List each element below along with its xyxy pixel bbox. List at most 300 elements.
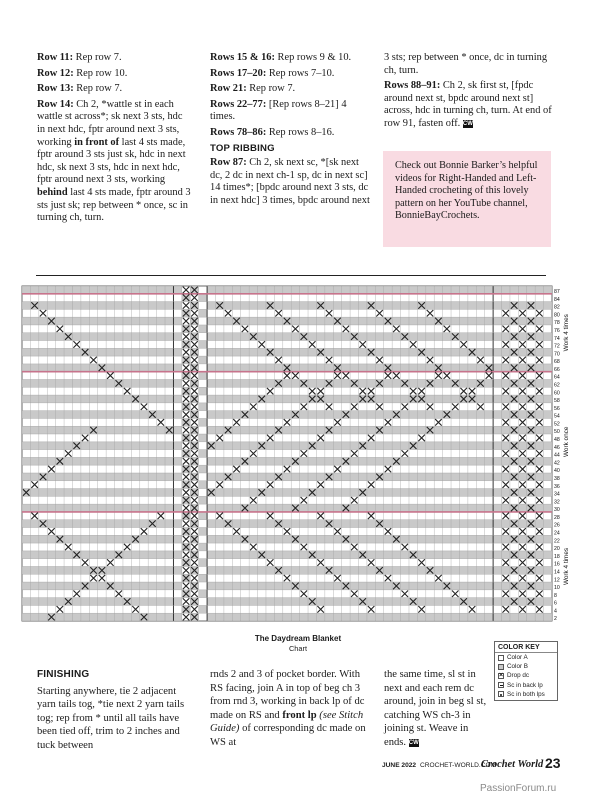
chart-row-number: 82	[554, 304, 560, 311]
chart-cell-color-b	[375, 411, 383, 419]
chart-cell-color-b	[148, 426, 156, 434]
chart-cell-color-b	[173, 302, 181, 310]
chart-cell-color-b	[426, 613, 434, 621]
chart-cell-color-b	[81, 395, 89, 403]
chart-cell-color-b	[157, 333, 165, 341]
chart-cell-color-b	[325, 582, 333, 590]
chart-row-number: 68	[554, 359, 560, 366]
chart-row-number: 62	[554, 382, 560, 389]
chart-cell-color-b	[359, 379, 367, 387]
chart-cell-color-b	[468, 473, 476, 481]
chart-cell-color-b	[106, 411, 114, 419]
chart-cell-color-b	[232, 411, 240, 419]
chart-side-label: Work once	[563, 426, 570, 458]
chart-cell-color-b	[266, 379, 274, 387]
chart-cell-color-b	[241, 489, 249, 497]
chart-cell-color-b	[123, 426, 131, 434]
chart-cell-color-b	[333, 520, 341, 528]
chart-cell-color-b	[81, 333, 89, 341]
chart-cell-color-b	[426, 473, 434, 481]
chart-cell-color-b	[544, 489, 552, 497]
chart-cell-color-b	[140, 302, 148, 310]
chart-cell-color-b	[30, 442, 38, 450]
chart-cell-color-b	[308, 520, 316, 528]
chart-cell-color-b	[39, 317, 47, 325]
chart-cell-color-b	[274, 613, 282, 621]
chart-cell-color-b	[544, 551, 552, 559]
chart-cell-color-b	[459, 489, 467, 497]
chart-cell-color-b	[316, 426, 324, 434]
chart-cell-color-b	[47, 598, 55, 606]
chart-cell-color-b	[249, 302, 257, 310]
chart-cell-color-b	[215, 379, 223, 387]
chart-cell-color-b	[502, 442, 510, 450]
chart-cell-color-b	[224, 317, 232, 325]
chart-cell-color-b	[115, 317, 123, 325]
chart-cell-color-b	[207, 598, 215, 606]
chart-cell-color-b	[417, 613, 425, 621]
chart-cell-color-b	[39, 582, 47, 590]
chart-cell-color-b	[266, 364, 274, 372]
chart-cell-color-b	[47, 566, 55, 574]
chart-cell-color-b	[426, 317, 434, 325]
chart-cell-color-b	[325, 442, 333, 450]
chart-cell-color-b	[47, 442, 55, 450]
chart-cell-color-b	[283, 613, 291, 621]
chart-cell-color-b	[384, 333, 392, 341]
chart-cell-color-b	[333, 504, 341, 512]
chart-cell-color-b	[98, 411, 106, 419]
chart-cell-color-b	[131, 582, 139, 590]
chart-cell-color-b	[131, 348, 139, 356]
chart-cell-color-b	[459, 535, 467, 543]
chart-cell-color-b	[64, 348, 72, 356]
chart-cell-color-b	[392, 613, 400, 621]
chart-cell-color-b	[131, 457, 139, 465]
chart-cell-color-b	[308, 411, 316, 419]
chart-cell-color-b	[535, 566, 543, 574]
chart-cell-color-b	[131, 598, 139, 606]
chart-cell-color-b	[123, 566, 131, 574]
rows-88-91: Rows 88–91: Ch 2, sk first st, [fpdc around next st, bpdc around next st] across, hdc in turning ch, turn. At end of row 91, fasten off. CW	[384, 80, 552, 129]
chart-cell-color-b	[232, 348, 240, 356]
chart-cell-color-b	[476, 473, 484, 481]
chart-cell-color-b	[325, 411, 333, 419]
chart-cell-color-b	[485, 551, 493, 559]
chart-cell-color-b	[426, 442, 434, 450]
chart-cell-color-b	[493, 473, 501, 481]
chart-cell-color-b	[123, 364, 131, 372]
chart-cell-color-b	[316, 551, 324, 559]
chart-cell-color-b	[274, 457, 282, 465]
chart-cell-color-b	[468, 317, 476, 325]
chart-cell-color-b	[274, 582, 282, 590]
chart-cell-color-b	[291, 317, 299, 325]
chart-cell-color-b	[199, 418, 207, 426]
chart-cell-color-b	[291, 348, 299, 356]
chart-cell-color-b	[535, 504, 543, 512]
chart-cell-color-b	[367, 379, 375, 387]
chart-cell-color-b	[224, 535, 232, 543]
chart-cell-color-b	[459, 566, 467, 574]
chart-cell-color-b	[459, 286, 467, 294]
chart-cell-color-b	[316, 333, 324, 341]
chart-cell-color-b	[502, 489, 510, 497]
chart-cell-color-b	[392, 442, 400, 450]
chart-cell-color-b	[535, 442, 543, 450]
chart-cell-color-b	[64, 489, 72, 497]
chart-cell-color-b	[81, 613, 89, 621]
chart-cell-color-b	[325, 535, 333, 543]
chart-cell-color-b	[367, 489, 375, 497]
color-key-swatch	[498, 682, 504, 688]
chart-cell-color-b	[232, 489, 240, 497]
chart-cell-color-b	[485, 473, 493, 481]
chart-cell-color-b	[443, 442, 451, 450]
rows-78-86: Rows 78–86: Rep rows 8–16.	[210, 126, 335, 138]
chart-cell-color-b	[518, 286, 526, 294]
chart-cell-color-b	[249, 286, 257, 294]
chart-cell-color-b	[64, 426, 72, 434]
chart-cell-color-b	[30, 535, 38, 543]
chart-cell-color-b	[165, 317, 173, 325]
chart-row-number: 18	[554, 553, 560, 560]
chart-cell-color-b	[72, 426, 80, 434]
chart-cell-color-b	[485, 489, 493, 497]
chart-cell-color-b	[140, 426, 148, 434]
chart-cell-color-b	[333, 411, 341, 419]
chart-cell-color-b	[502, 426, 510, 434]
chart-cell-color-b	[392, 551, 400, 559]
chart-cell-color-b	[215, 566, 223, 574]
chart-cell-color-b	[426, 395, 434, 403]
chart-cell-color-b	[451, 535, 459, 543]
chart-cell-color-b	[215, 473, 223, 481]
chart-cell-color-b	[283, 333, 291, 341]
chart-cell-color-b	[375, 317, 383, 325]
chart-cell-color-b	[342, 551, 350, 559]
chart-cell-color-b	[207, 395, 215, 403]
chart-cell-color-b	[173, 613, 181, 621]
chart-cell-color-b	[300, 582, 308, 590]
chart-cell-color-b	[544, 442, 552, 450]
chart-cell-color-b	[274, 411, 282, 419]
chart-cell-color-b	[527, 286, 535, 294]
chart-cell-color-b	[215, 504, 223, 512]
chart-cell-color-b	[485, 333, 493, 341]
chart-cell-color-b	[434, 411, 442, 419]
chart-cell-color-b	[401, 598, 409, 606]
chart-cell-color-b	[81, 551, 89, 559]
chart-cell-color-b	[249, 395, 257, 403]
chart-cell-color-b	[232, 582, 240, 590]
chart-cell-color-b	[468, 286, 476, 294]
chart-row-number: 16	[554, 561, 560, 568]
chart-cell-color-b	[401, 489, 409, 497]
chart-cell-color-b	[325, 348, 333, 356]
chart-cell-color-b	[249, 613, 257, 621]
chart-cell-color-b	[241, 286, 249, 294]
chart-cell-color-b	[316, 442, 324, 450]
chart-cell-color-b	[518, 535, 526, 543]
chart-cell-color-b	[359, 520, 367, 528]
chart-cell-color-b	[493, 395, 501, 403]
chart-cell-color-b	[123, 442, 131, 450]
chart-cell-color-b	[30, 473, 38, 481]
chart-cell-color-b	[56, 504, 64, 512]
chart-cell-color-b	[207, 504, 215, 512]
chart-cell-color-b	[502, 598, 510, 606]
chart-cell-color-b	[468, 535, 476, 543]
chart-cell-color-b	[535, 598, 543, 606]
chart-cell-color-b	[485, 302, 493, 310]
chart-cell-color-b	[359, 504, 367, 512]
chart-cell-color-b	[502, 535, 510, 543]
chart-cell-color-b	[106, 566, 114, 574]
chart-cell-color-b	[131, 520, 139, 528]
chart-cell-color-b	[443, 333, 451, 341]
chart-cell-color-b	[350, 598, 358, 606]
chart-cell-color-b	[291, 473, 299, 481]
color-key-swatch	[498, 691, 504, 697]
chart-cell-color-b	[535, 457, 543, 465]
chart-cell-color-b	[258, 379, 266, 387]
chart-row-number: 66	[554, 366, 560, 373]
chart-cell-color-b	[215, 489, 223, 497]
chart-cell-color-b	[56, 442, 64, 450]
chart-cell-color-b	[106, 504, 114, 512]
chart-cell-color-b	[535, 426, 543, 434]
chart-cell-color-b	[417, 317, 425, 325]
chart-cell-color-b	[258, 473, 266, 481]
chart-cell-color-b	[131, 504, 139, 512]
chart-cell-color-b	[258, 520, 266, 528]
chart-cell-color-b	[98, 333, 106, 341]
chart-cell-color-b	[274, 333, 282, 341]
chart-cell-color-b	[308, 317, 316, 325]
chart-cell-color-b	[375, 348, 383, 356]
chart-cell-color-b	[131, 613, 139, 621]
chart-cell-color-b	[350, 426, 358, 434]
chart-cell-color-b	[300, 489, 308, 497]
chart-cell-color-b	[502, 317, 510, 325]
chart-cell-color-b	[443, 379, 451, 387]
chart-cell-color-b	[359, 613, 367, 621]
chart-cell-color-b	[409, 348, 417, 356]
chart-cell-color-b	[157, 566, 165, 574]
chart-cell-color-b	[510, 286, 518, 294]
chart-cell-color-b	[392, 566, 400, 574]
chart-cell-color-b	[359, 457, 367, 465]
chart-cell-color-b	[274, 348, 282, 356]
chart-cell-color-b	[249, 411, 257, 419]
chart-cell-color-b	[401, 582, 409, 590]
chart-cell-color-b	[47, 364, 55, 372]
chart-cell-color-b	[434, 426, 442, 434]
chart-cell-color-b	[401, 504, 409, 512]
chart-cell-color-b	[316, 598, 324, 606]
chart-cell-color-b	[39, 426, 47, 434]
chart-cell-color-b	[476, 457, 484, 465]
chart-cell-color-b	[98, 442, 106, 450]
chart-cell-color-b	[30, 317, 38, 325]
chart-cell-color-b	[140, 582, 148, 590]
chart-cell-color-b	[325, 364, 333, 372]
chart-cell-color-b	[392, 379, 400, 387]
chart-cell-color-b	[409, 317, 417, 325]
chart-cell-color-b	[157, 598, 165, 606]
chart-cell-color-b	[367, 442, 375, 450]
chart-cell-color-b	[375, 286, 383, 294]
chart-cell-color-b	[274, 598, 282, 606]
chart-cell-color-b	[64, 395, 72, 403]
chart-cell-color-b	[266, 582, 274, 590]
chart-cell-color-b	[173, 551, 181, 559]
chart-cell-color-b	[333, 535, 341, 543]
chart-cell-color-b	[325, 302, 333, 310]
chart-cell-color-b	[131, 379, 139, 387]
chart-cell-color-b	[56, 411, 64, 419]
chart-row-number: 20	[554, 546, 560, 553]
chart-cell-color-b	[283, 551, 291, 559]
chart-cell-color-b	[417, 566, 425, 574]
chart-cell-color-b	[392, 598, 400, 606]
chart-cell-color-b	[215, 551, 223, 559]
chart-cell-color-b	[316, 379, 324, 387]
chart-cell-color-b	[157, 442, 165, 450]
chart-cell-color-b	[249, 364, 257, 372]
chart-cell-color-b	[342, 426, 350, 434]
chart-cell-color-b	[518, 457, 526, 465]
chart-cell-color-b	[232, 442, 240, 450]
chart-cell-color-b	[459, 551, 467, 559]
chart-cell-color-b	[148, 473, 156, 481]
chart-cell-color-b	[350, 411, 358, 419]
chart-cell-color-b	[64, 535, 72, 543]
chart-cell-color-b	[241, 520, 249, 528]
chart-cell-color-b	[47, 302, 55, 310]
chart-cell-color-b	[451, 395, 459, 403]
chart-cell-color-b	[165, 504, 173, 512]
chart-cell-color-b	[165, 489, 173, 497]
chart-cell-color-b	[409, 426, 417, 434]
chart-cell-color-b	[232, 598, 240, 606]
chart-cell-color-b	[266, 442, 274, 450]
issue-date: JUNE 2022	[382, 762, 417, 769]
chart-cell-color-b	[81, 286, 89, 294]
chart-cell-color-b	[89, 286, 97, 294]
chart-cell-color-b	[266, 598, 274, 606]
chart-cell-color-b	[47, 473, 55, 481]
chart-cell-color-b	[241, 364, 249, 372]
chart-cell-color-b	[148, 302, 156, 310]
chart-cell-color-b	[115, 333, 123, 341]
chart-cell-color-b	[249, 582, 257, 590]
chart-cell-color-b	[459, 379, 467, 387]
chart-cell-color-b	[47, 411, 55, 419]
chart-cell-color-b	[232, 364, 240, 372]
chart-cell-color-b	[401, 317, 409, 325]
chart-cell-color-b	[544, 286, 552, 294]
color-key-title: COLOR KEY	[495, 642, 557, 653]
chart-cell-color-b	[98, 426, 106, 434]
chart-cell-color-b	[367, 598, 375, 606]
chart-cell-color-b	[274, 395, 282, 403]
chart-cell-color-b	[443, 613, 451, 621]
chart-cell-color-b	[434, 566, 442, 574]
chart-cell-color-b	[224, 598, 232, 606]
chart-cell-color-b	[123, 379, 131, 387]
chart-cell-color-b	[131, 302, 139, 310]
chart-cell-color-b	[72, 286, 80, 294]
chart-cell-color-b	[89, 411, 97, 419]
chart-cell-color-b	[199, 496, 207, 504]
chart-cell-color-b	[81, 504, 89, 512]
chart-cell-color-b	[476, 395, 484, 403]
chart-cell-color-b	[502, 333, 510, 341]
chart-cell-color-b	[199, 434, 207, 442]
chart-cell-color-b	[493, 551, 501, 559]
chart-cell-color-b	[443, 566, 451, 574]
chart-cell-color-b	[207, 566, 215, 574]
chart-cell-color-b	[47, 379, 55, 387]
chart-cell-color-b	[165, 286, 173, 294]
chart-cell-color-b	[249, 535, 257, 543]
chart-cell-color-b	[502, 411, 510, 419]
chart-cell-color-b	[459, 411, 467, 419]
chart-cell-color-b	[249, 473, 257, 481]
chart-cell-color-b	[417, 582, 425, 590]
chart-cell-color-b	[241, 333, 249, 341]
chart-cell-color-b	[359, 333, 367, 341]
chart-cell-color-b	[476, 348, 484, 356]
chart-cell-color-b	[333, 598, 341, 606]
chart-cell-color-b	[274, 442, 282, 450]
chart-cell-color-b	[392, 302, 400, 310]
chart-cell-color-b	[266, 286, 274, 294]
chart-cell-color-b	[241, 395, 249, 403]
chart-cell-color-b	[123, 582, 131, 590]
chart-cell-color-b	[468, 442, 476, 450]
chart-cell-color-b	[123, 504, 131, 512]
chart-cell-color-b	[375, 395, 383, 403]
chart-cell-color-b	[283, 457, 291, 465]
chart-cell-color-b	[89, 395, 97, 403]
chart-cell-color-b	[266, 566, 274, 574]
chart-cell-color-b	[89, 317, 97, 325]
chart-cell-color-b	[123, 535, 131, 543]
chart-cell-color-b	[417, 286, 425, 294]
chart-cell-color-b	[98, 317, 106, 325]
chart-cell-color-b	[115, 395, 123, 403]
chart-cell-color-b	[30, 504, 38, 512]
chart-cell-color-b	[274, 286, 282, 294]
chart-cell-color-b	[333, 613, 341, 621]
chart-cell-color-b	[493, 442, 501, 450]
chart-cell-color-b	[308, 426, 316, 434]
chart-cell-color-b	[157, 317, 165, 325]
chart-cell-color-b	[274, 364, 282, 372]
chart-cell-color-b	[518, 426, 526, 434]
chart-cell-color-b	[173, 598, 181, 606]
chart-cell-color-b	[98, 598, 106, 606]
chart-cell-color-b	[316, 566, 324, 574]
chart-cell-color-b	[367, 317, 375, 325]
chart-row-number: 48	[554, 437, 560, 444]
chart-cell-color-b	[56, 473, 64, 481]
chart-cell-color-b	[64, 582, 72, 590]
chart-cell-color-b	[224, 286, 232, 294]
